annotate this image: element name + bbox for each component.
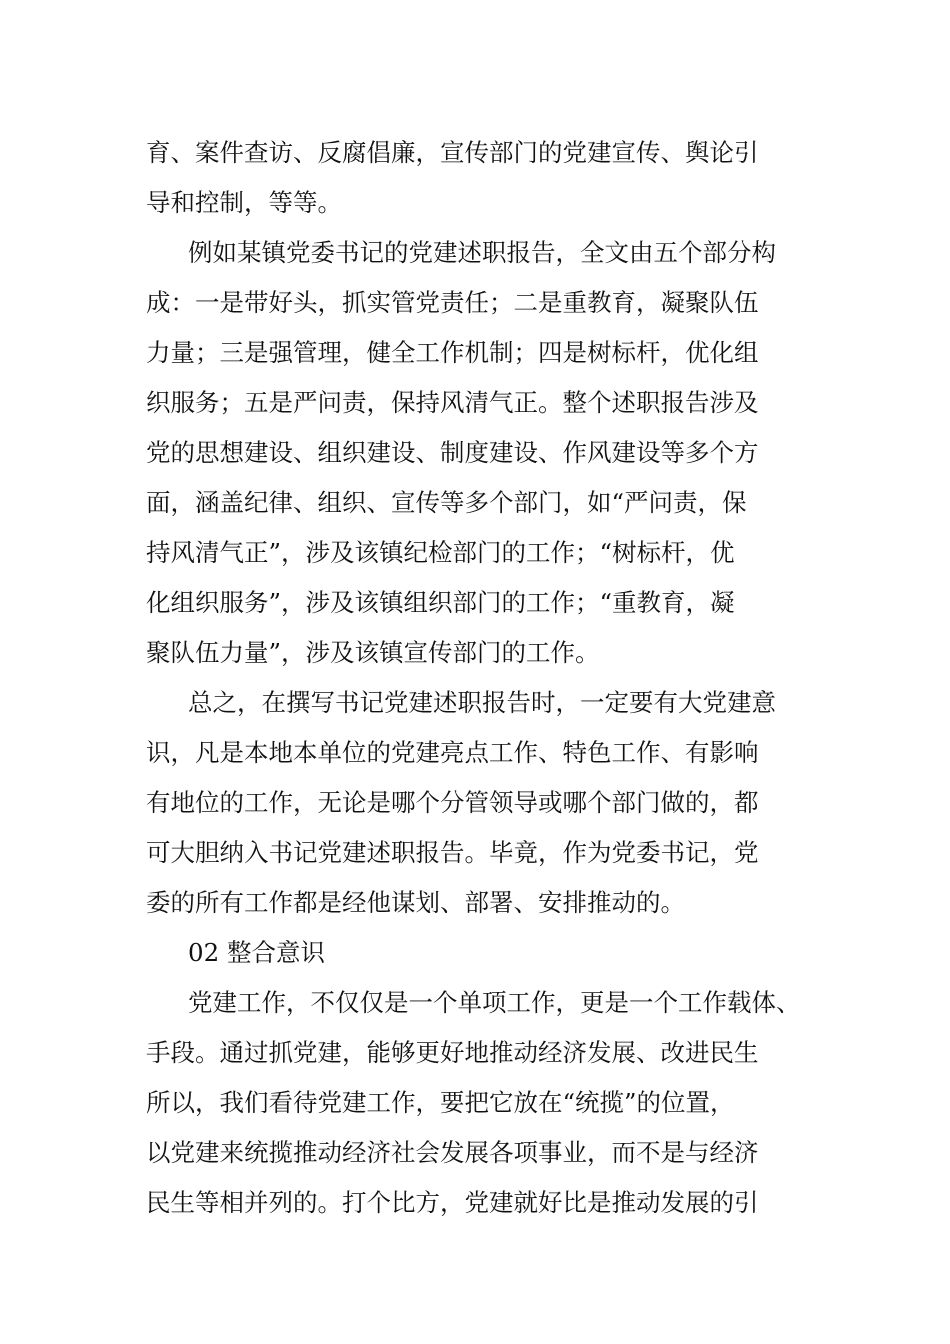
text-line: 育、案件查访、反腐倡廉，宣传部门的党建宣传、舆论引	[146, 138, 759, 167]
text-line: 化组织服务”，涉及该镇组织部门的工作；“重教育，凝	[146, 588, 735, 617]
text-line: 力量；三是强管理，健全工作机制；四是树标杆，优化组	[146, 338, 759, 367]
text-line: 织服务；五是严问责，保持风清气正。整个述职报告涉及	[146, 388, 759, 417]
paragraph-start-line: 例如某镇党委书记的党建述职报告，全文由五个部分构	[188, 238, 776, 267]
text-line: 聚队伍力量”，涉及该镇宣传部门的工作。	[146, 638, 600, 667]
text-line: 导和控制，等等。	[146, 188, 342, 217]
text-line: 识，凡是本地本单位的党建亮点工作、特色工作、有影响	[146, 738, 759, 767]
text-line: 党的思想建设、组织建设、制度建设、作风建设等多个方	[146, 438, 759, 467]
text-line: 成：一是带好头，抓实管党责任；二是重教育，凝聚队伍	[146, 288, 759, 317]
text-line: 民生等相并列的。打个比方，党建就好比是推动发展的引	[146, 1188, 759, 1217]
text-line: 有地位的工作，无论是哪个分管领导或哪个部门做的，都	[146, 788, 759, 817]
text-line: 面，涵盖纪律、组织、宣传等多个部门，如“严问责，保	[146, 488, 747, 517]
text-line: 以党建来统揽推动经济社会发展各项事业，而不是与经济	[146, 1138, 759, 1167]
text-line: 所以，我们看待党建工作，要把它放在“统揽”的位置，	[146, 1088, 735, 1117]
paragraph-start-line: 总之，在撰写书记党建述职报告时，一定要有大党建意	[188, 688, 776, 717]
text-line: 委的所有工作都是经他谋划、部署、安排推动的。	[146, 888, 685, 917]
text-line: 手段。通过抓党建，能够更好地推动经济发展、改进民生	[146, 1038, 759, 1067]
paragraph-start-line: 党建工作，不仅仅是一个单项工作，更是一个工作载体、	[188, 988, 801, 1017]
text-line: 持风清气正”，涉及该镇纪检部门的工作；“树标杆，优	[146, 538, 735, 567]
text-line: 可大胆纳入书记党建述职报告。毕竟，作为党委书记，党	[146, 838, 759, 867]
section-heading: 02 整合意识	[188, 938, 325, 967]
